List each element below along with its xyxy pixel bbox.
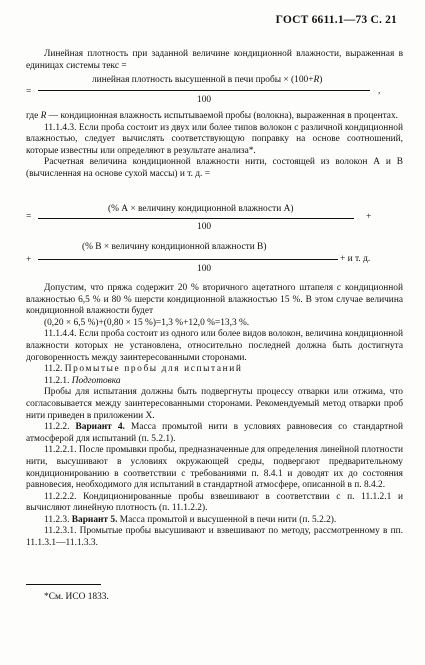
para-11-1-4-3: 11.1.4.3. Если проба состоит из двух или более типов волокон с различной кондиционной влажностью, следует вычислять соответствующую поправку на основе соотношений, которые известны или определяют в результате анализа*. — [26, 122, 403, 156]
formula3-denominator: 100 — [197, 264, 212, 274]
formula3-tail: + и т. д. — [340, 254, 371, 264]
formula1-fraction-bar — [38, 90, 370, 91]
formula1-denominator: 100 — [197, 95, 212, 105]
intro-paragraph — [26, 49, 403, 72]
where-text: где R — кондиционная влажность испытываемой пробы (волокна), выраженная в процентах. — [26, 111, 398, 121]
formula1-comma: , — [378, 86, 381, 96]
where-block — [26, 111, 403, 181]
formula3-numerator: (% В × величину кондиционной влажности В) — [82, 242, 267, 252]
formula2-denominator: 100 — [197, 222, 212, 232]
formula3-fraction-bar — [38, 259, 338, 260]
formula2-plus: + — [366, 212, 372, 222]
prep-paragraph: Пробы для испытания должны быть подвергнуты процессу отварки или отжима, что согласовывается между заинтересованными сторонами. Рекомендуемый метод отварки проб нити приведен в приложении X. — [26, 387, 403, 421]
formula1-eq: = — [26, 87, 32, 97]
section-11-2-1: 11.2.1. Подготовка — [44, 375, 121, 386]
footnote-divider — [26, 584, 101, 585]
page-header: ГОСТ 6611.1—73 С. 21 — [275, 14, 397, 26]
main-body — [26, 283, 403, 550]
formula1-numerator: линейная плотность высушенной в печи пробы × (100+R) — [92, 75, 323, 85]
para-11-2-3-1: 11.2.3.1. Промытые пробы высушивают и взвешивают по методу, рассмотренному в пп. 11.1.3.1—11.1.3.3. — [26, 526, 403, 549]
footnote-block — [26, 592, 403, 604]
formula2-numerator: (% А × величину кондиционной влажности А) — [108, 204, 294, 214]
formula2-eq: = — [26, 212, 32, 222]
example-paragraph: Допустим, что пряжа содержит 20 % вторичного ацетатного штапеля с кондиционной влажностью 6,5 % и 80 % шерсти кондиционной влажностью 15 %. В этом случае величина кондиционной влажности будет — [26, 283, 403, 317]
para-11-1-4-4: 11.1.4.4. Если проба состоит из одного или более видов волокон, величина кондиционной влажности которых не установлена, относительно последней должна быть достигнута договоренность между заинтересованными сторонами. — [26, 329, 403, 363]
para-11-2-2-1: 11.2.2.1. После промывки пробы, предназначенные для определения линейной плотности нити, высушивают в условиях окружающей среды, подвергают предварительному кондиционированию в соответствии с требованиями п. 8.4.1 и доводят их до состояния равновесия, необходимого для испытаний в стандартной атмосфере, описанной в п. 8.4.2. — [26, 445, 403, 491]
variant-4: 11.2.2. Вариант 4. Масса промытой нити в условиях равновесия со стандартной атмосферой для испытаний (п. 5.2.1). — [26, 422, 403, 444]
para-11-2-2-2: 11.2.2.2. Кондиционированные пробы взвешивают в соответствии с п. 11.1.2.1 и вычисляют линейную плотность (п. 11.1.2.2). — [26, 491, 403, 514]
footnote-text: *См. ИСО 1833. — [44, 592, 109, 602]
calc-intro: Расчетная величина кондиционной влажности нити, состоящей из волокон А и В (вычисленная на основе сухой массы) и т. д. = — [26, 157, 403, 179]
example-calc: (0,20 × 6,5 %)+(0,80 × 15 %)=1,3 %+12,0 %=13,3 %. — [44, 317, 250, 328]
variant-5: 11.2.3. Вариант 5. Масса промытой и высушенной в печи нити (п. 5.2.2). — [44, 514, 337, 525]
formula3-plus: + — [26, 255, 32, 265]
intro-text: Линейная плотность при заданной величине кондиционной влажности, выраженная в единицах системы текс = — [26, 49, 403, 71]
section-11-2: 11.2. Промытые пробы для испытаний — [44, 364, 243, 375]
formula2-fraction-bar — [38, 218, 354, 219]
